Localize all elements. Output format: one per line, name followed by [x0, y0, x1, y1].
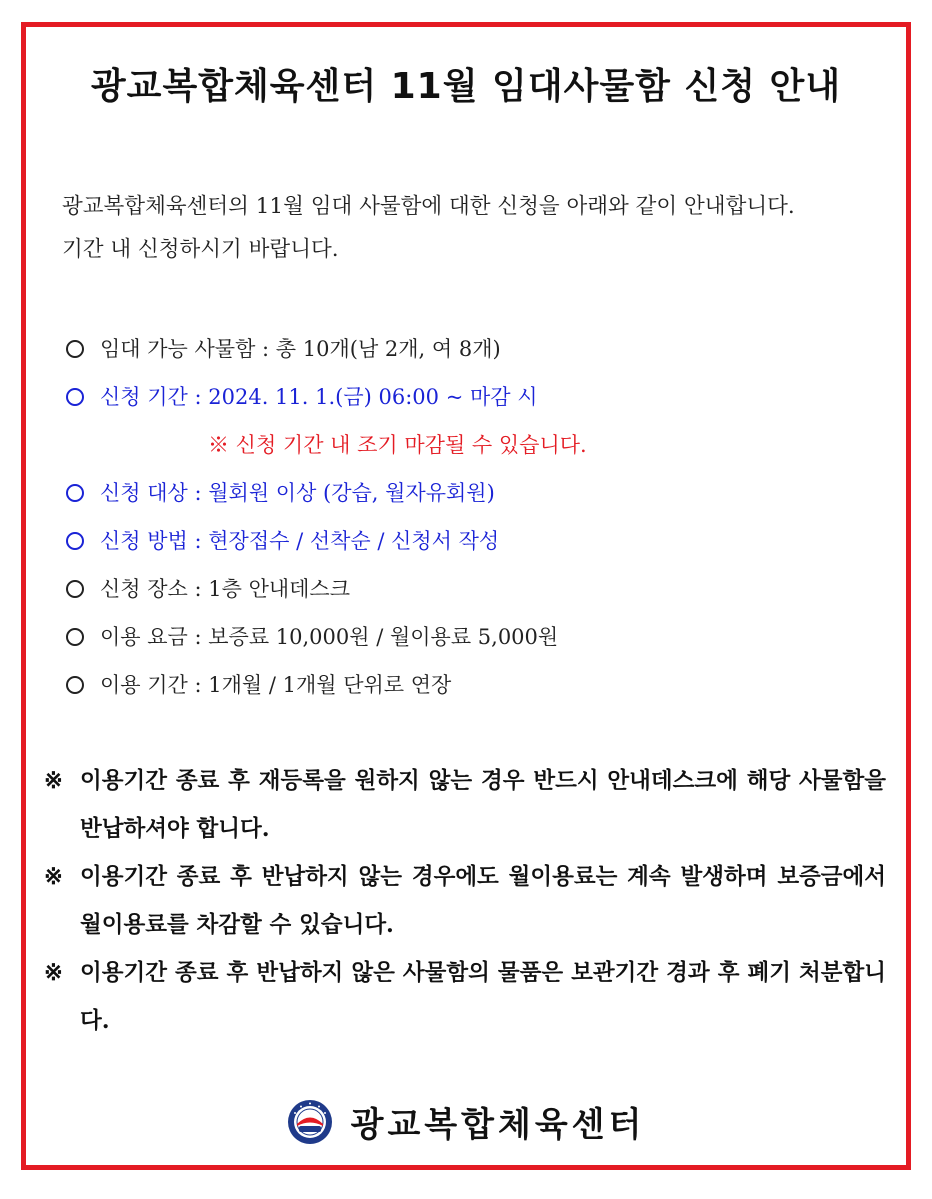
bullet-circle-icon — [66, 340, 84, 358]
item-text: 신청 기간 : 2024. 11. 1.(금) 06:00 ~ 마감 시 — [100, 385, 538, 409]
footer — [0, 1097, 932, 1146]
item-fee — [66, 613, 886, 661]
bullet-circle-icon — [66, 628, 84, 646]
bullet-circle-icon — [66, 484, 84, 502]
detail-list — [66, 325, 886, 709]
item-application-method — [66, 517, 886, 565]
item-early-close-warning — [66, 421, 886, 469]
bullet-circle-icon — [66, 676, 84, 694]
item-usage-period — [66, 661, 886, 709]
item-locker-count — [66, 325, 886, 373]
bullet-circle-icon — [66, 580, 84, 598]
note-text: 이용기간 종료 후 재등록을 원하지 않는 경우 반드시 안내데스크에 해당 사물함을 반납하셔야 합니다. — [80, 768, 886, 842]
note-text: 이용기간 종료 후 반납하지 않은 사물함의 물품은 보관기간 경과 후 폐기 처분합니다. — [80, 960, 886, 1034]
item-text: 임대 가능 사물함 : 총 10개(남 2개, 여 8개) — [100, 337, 501, 361]
notes-section — [44, 757, 886, 1045]
sports-center-emblem-icon — [287, 1099, 333, 1145]
intro-line-2: 기간 내 신청하시기 바랍니다. — [62, 237, 339, 262]
intro-line-1: 광교복합체육센터의 11월 임대 사물함에 대한 신청을 아래와 같이 안내합니다. — [62, 194, 795, 219]
org-name: 광교복합체육센터 — [350, 1105, 646, 1145]
note-text: 이용기간 종료 후 반납하지 않는 경우에도 월이용료는 계속 발생하며 보증금에서 월이용료를 차감할 수 있습니다. — [80, 864, 886, 938]
item-text: 신청 장소 : 1층 안내데스크 — [100, 577, 350, 601]
note-mark: ※ — [44, 864, 63, 890]
item-text: 신청 방법 : 현장접수 / 선착순 / 신청서 작성 — [100, 529, 500, 553]
item-text: ※ 신청 기간 내 조기 마감될 수 있습니다. — [208, 433, 587, 457]
item-application-place — [66, 565, 886, 613]
note-mark: ※ — [44, 768, 63, 794]
item-application-period — [66, 373, 886, 421]
notice-title: 광교복합체육센터 11월 임대사물함 신청 안내 — [90, 66, 842, 107]
bullet-circle-icon — [66, 532, 84, 550]
item-text: 이용 기간 : 1개월 / 1개월 단위로 연장 — [100, 673, 452, 697]
note-mark: ※ — [44, 960, 63, 986]
bullet-circle-icon — [66, 388, 84, 406]
note-item-disposal — [44, 949, 886, 1045]
item-eligibility — [66, 469, 886, 517]
item-text: 신청 대상 : 월회원 이상 (강습, 월자유회원) — [100, 481, 495, 505]
note-return-locker — [44, 757, 886, 853]
intro-paragraph — [62, 185, 897, 271]
note-fee-deduction — [44, 853, 886, 949]
item-text: 이용 요금 : 보증료 10,000원 / 월이용료 5,000원 — [100, 625, 559, 649]
